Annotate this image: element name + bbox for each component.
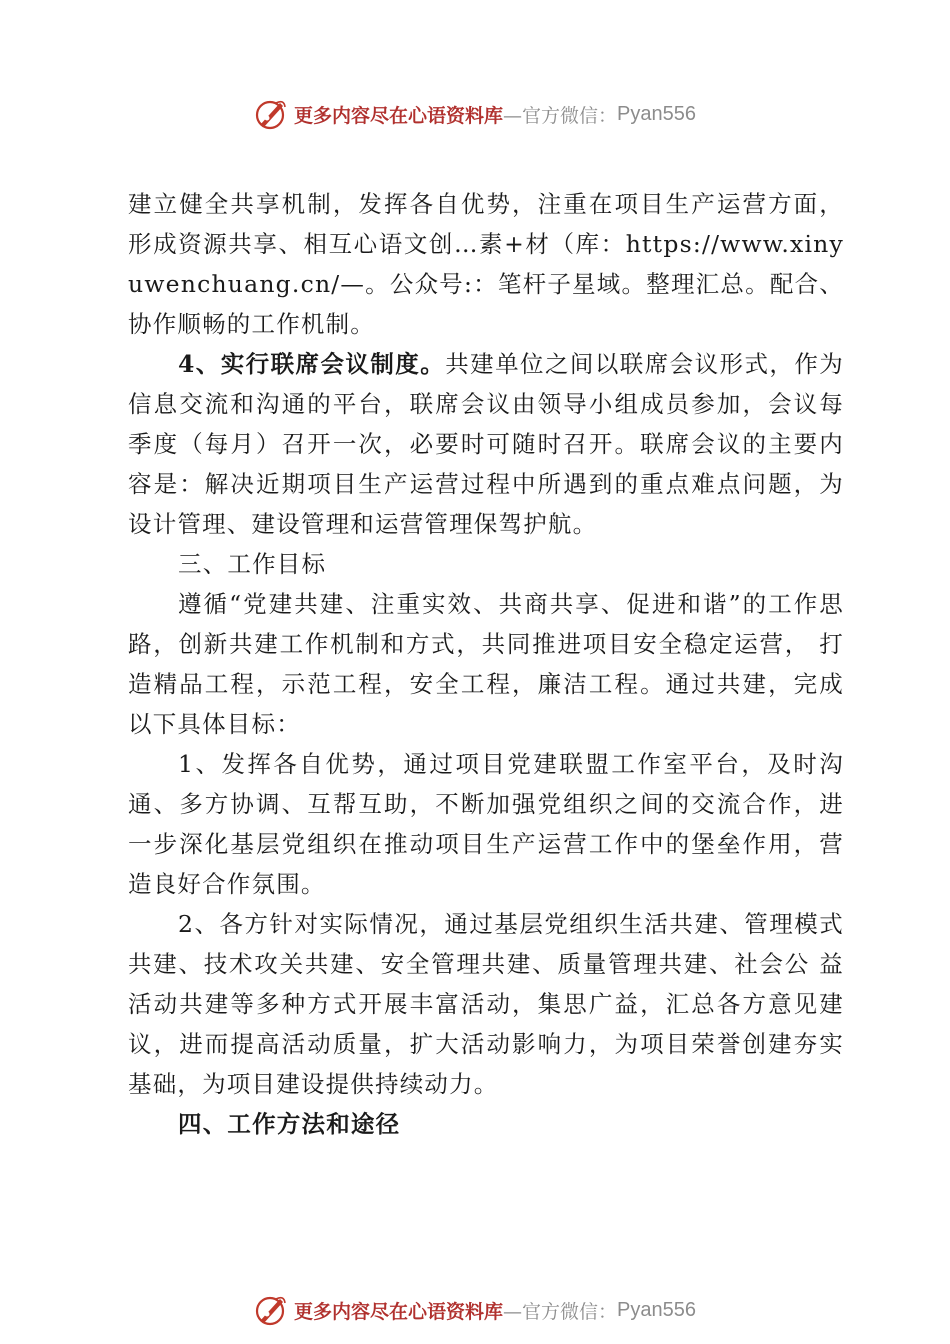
header-promo-text: 更多内容尽在心语资料库 [294, 104, 504, 127]
paragraph-goals-intro: 遵循“党建共建、注重实效、共商共享、促进和谐”的工作思路，创新共建工作机制和方式，共同推进项目安全稳定运营， 打造精品工程，示范工程，安全工程，廉洁工程。通过共建，完成以下具体目标： [128, 590, 844, 738]
section-heading-goals: 三、工作目标 [178, 550, 327, 578]
paragraph-joint-meeting [128, 344, 844, 544]
footer-banner [0, 1290, 950, 1330]
paragraph-sharing-mechanism: 建立健全共享机制，发挥各自优势，注重在项目生产运营方面，形成资源共享、相互心语文创…素+材（库：https://www.xinyuwenchuang.cn/—。公众号:：笔杆子星域。整理汇总。配合、协作顺畅的工作机制。 [128, 190, 844, 338]
document-body [128, 184, 844, 1144]
footer-wechat-id: Pyan556 [617, 1298, 696, 1321]
header-official-label: —官方微信： [503, 104, 618, 127]
paragraph-joint-meeting-lead: 4、实行联席会议制度。 [178, 350, 446, 378]
paragraph-goal-2: 2、各方针对实际情况，通过基层党组织生活共建、管理模式共建、技术攻关共建、安全管理共建、质量管理共建、社会公 益活动共建等多种方式开展丰富活动，集思广益，汇总各方意见建议，进而提高活动质量，扩大活动影响力，为项目荣誉创建夯实基础，为项目建设提供持续动力。 [128, 910, 844, 1098]
header-wechat-id: Pyan556 [617, 102, 696, 125]
paragraph-joint-meeting-text: 共建单位之间以联席会议形式，作为信息交流和沟通的平台，联席会议由领导小组成员参加，会议每季度（每月）召开一次，必要时可随时召开。联席会议的主要内容是：解决近期项目生产运营过程中所遇到的重点难点问题，为设计管理、建设管理和运营管理保驾护航。 [128, 350, 844, 538]
footer-promo-text: 更多内容尽在心语资料库 [294, 1300, 504, 1323]
quill-logo-icon [254, 97, 288, 131]
footer-official-label: —官方微信： [503, 1300, 618, 1323]
section-heading-methods: 四、工作方法和途径 [178, 1110, 401, 1138]
quill-logo-icon [254, 1293, 288, 1327]
paragraph-goal-1: 1、发挥各自优势，通过项目党建联盟工作室平台，及时沟通、多方协调、互帮互助，不断加强党组织之间的交流合作，进 一步深化基层党组织在推动项目生产运营工作中的堡垒作用，营造良好合作氛围。 [128, 750, 844, 898]
header-banner [0, 94, 950, 134]
